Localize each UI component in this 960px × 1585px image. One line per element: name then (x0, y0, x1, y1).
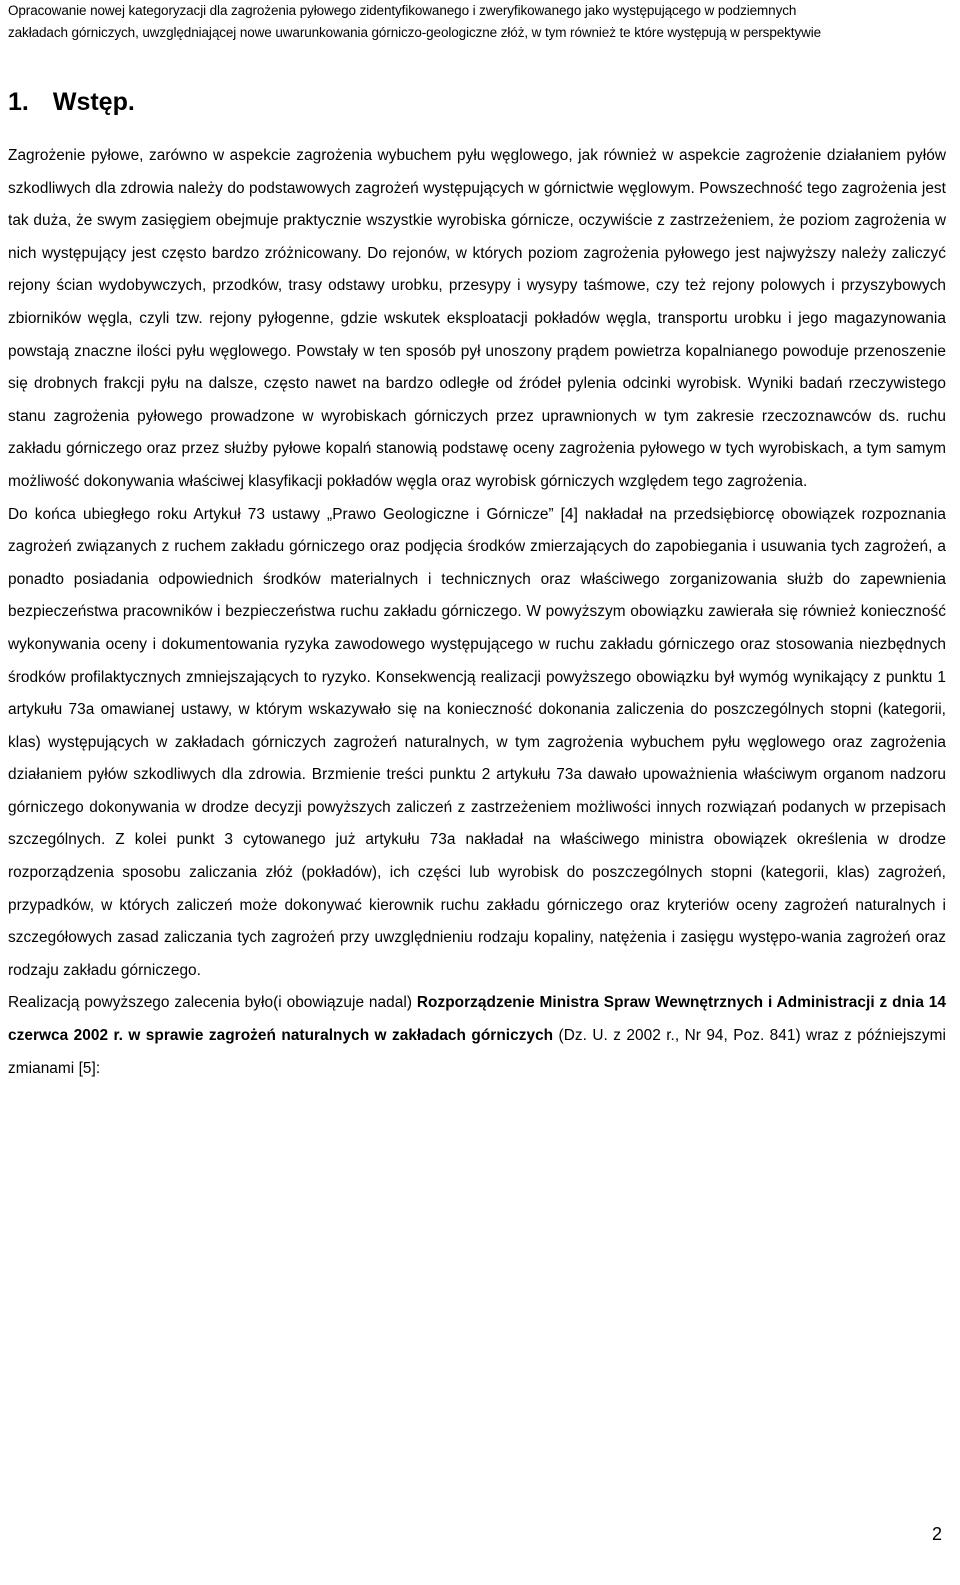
running-header-line-1: Opracowanie nowej kategoryzacji dla zagrożenia pyłowego zidentyfikowanego i zweryfikowanego jako występującego w podziemnych (8, 3, 797, 18)
paragraph-3-end: (Dz. U. z 2002 r., Nr 94, Poz. 841) wraz z późniejszymi zmianami [5]: (8, 1027, 946, 1077)
paragraph-3 (8, 987, 946, 1085)
page-number: 2 (931, 1524, 942, 1544)
section-number: 1. (8, 88, 29, 116)
running-header-line-2: zakładach górniczych, uwzględniającej nowe uwarunkowania górniczo-geologiczne złóż, w tym również te które występują w perspektywie (8, 25, 822, 40)
paragraph-1: Zagrożenie pyłowe, zarówno w aspekcie zagrożenia wybuchem pyłu węglowego, jak również w aspekcie zagrożenie działaniem pyłów szkodliwych dla zdrowia należy do podstawowych zagrożeń występujących w górnictwie węglowym. Powszechność tego zagrożenia jest tak duża, że swym zasięgiem obejmuje praktycznie wszystkie wyrobiska górnicze, oczywiście z zastrzeżeniem, że poziom zagrożenia w nich występujący jest często bardzo zróżnicowany. Do rejonów, w których poziom zagrożenia pyłowego jest najwyższy należy zaliczyć rejony ścian wydobywczych, przodków, trasy odstawy urobku, przesypy i wysypy taśmowe, czy też rejony polowych i przyszybowych zbiorników węgla, czyli tzw. rejony pyłogenne, gdzie wskutek eksploatacji pokładów węgla, transportu urobku i jego magazynowania powstają znaczne ilości pyłu węglowego. Powstały w ten sposób pył unoszony prądem powietrza kopalnianego powoduje przenoszenie się drobnych frakcji pyłu na dalsze, często nawet na bardzo odległe od źródeł pylenia odcinki wyrobisk. Wyniki badań rzeczywistego stanu zagrożenia pyłowego prowadzone w wyrobiskach górniczych przez uprawnionych w tym zakresie rzeczoznawców ds. ruchu zakładu górniczego oraz przez służby pyłowe kopalń stanowią podstawę oceny zagrożenia pyłowego w tych wyrobiskach, a tym samym możliwość dokonywania właściwej klasyfikacji pokładów węgla oraz wyrobisk górniczych względem tego zagrożenia. (8, 147, 946, 490)
paragraph-2: Do końca ubiegłego roku Artykuł 73 ustawy „Prawo Geologiczne i Górnicze” [4] nakładał na przedsiębiorcę obowiązek rozpoznania zagrożeń związanych z ruchem zakładu górniczego oraz podjęcia środków zmierzających do zapobiegania i usuwania tych zagrożeń, a ponadto posiadania odpowiednich środków materialnych i technicznych oraz właściwego zorganizowania służb do zapewnienia bezpieczeństwa pracowników i bezpieczeństwa ruchu zakładu górniczego. W powyższym obowiązku zawierała się również konieczność wykonywania oceny i dokumentowania ryzyka zawodowego występującego w ruchu zakładu górniczego oraz stosowania niezbędnych środków profilaktycznych zmniejszających to ryzyko. Konsekwencją realizacji powyższego obowiązku był wymóg wynikający z punktu 1 artykułu 73a omawianej ustawy, w którym wskazywało się na konieczność dokonania zaliczenia do poszczególnych stopni (kategorii, klas) występujących w zakładach górniczych zagrożeń naturalnych, w tym zagrożenia wybuchem pyłu węglowego oraz zagrożenia działaniem pyłów szkodliwych dla zdrowia. Brzmienie treści punktu 2 artykułu 73a dawało upoważnienia właściwym organom nadzoru górniczego dokonywania w drodze decyzji powyższych zaliczeń z zastrzeżeniem możliwości innych rozwiązań podanych w przepisach szczególnych. Z kolei punkt 3 cytowanego już artykułu 73a nakładał na właściwego ministra obowiązek określenia w drodze rozporządzenia sposobu zaliczania złóż (pokładów), ich części lub wyrobisk do poszczególnych stopni (kategorii, klas) zagrożeń, przypadków, w których zaliczeń może dokonywać kierownik ruchu zakładu górniczego oraz kryteriów oceny zagrożeń naturalnych i szczegółowych zasad zaliczania tych zagrożeń przy uwzględnieniu rodzaju kopaliny, natężenia i zasięgu występo-wania zagrożeń oraz rodzaju zakładu górniczego. (8, 505, 946, 979)
section-heading (8, 86, 946, 118)
section-title: Wstęp. (52, 88, 135, 116)
regulation-title: Rozporządzenie Ministra Spraw Wewnętrznych i Administracji z dnia 14 czerwca 2002 r. w sprawie zagrożeń naturalnych w zakładach górniczych (8, 994, 946, 1045)
paragraph-3-start: Realizacją powyższego zalecenia było(i obowiązuje nadal) (8, 994, 417, 1012)
body-text (8, 140, 946, 1085)
document-page (8, 0, 946, 1085)
